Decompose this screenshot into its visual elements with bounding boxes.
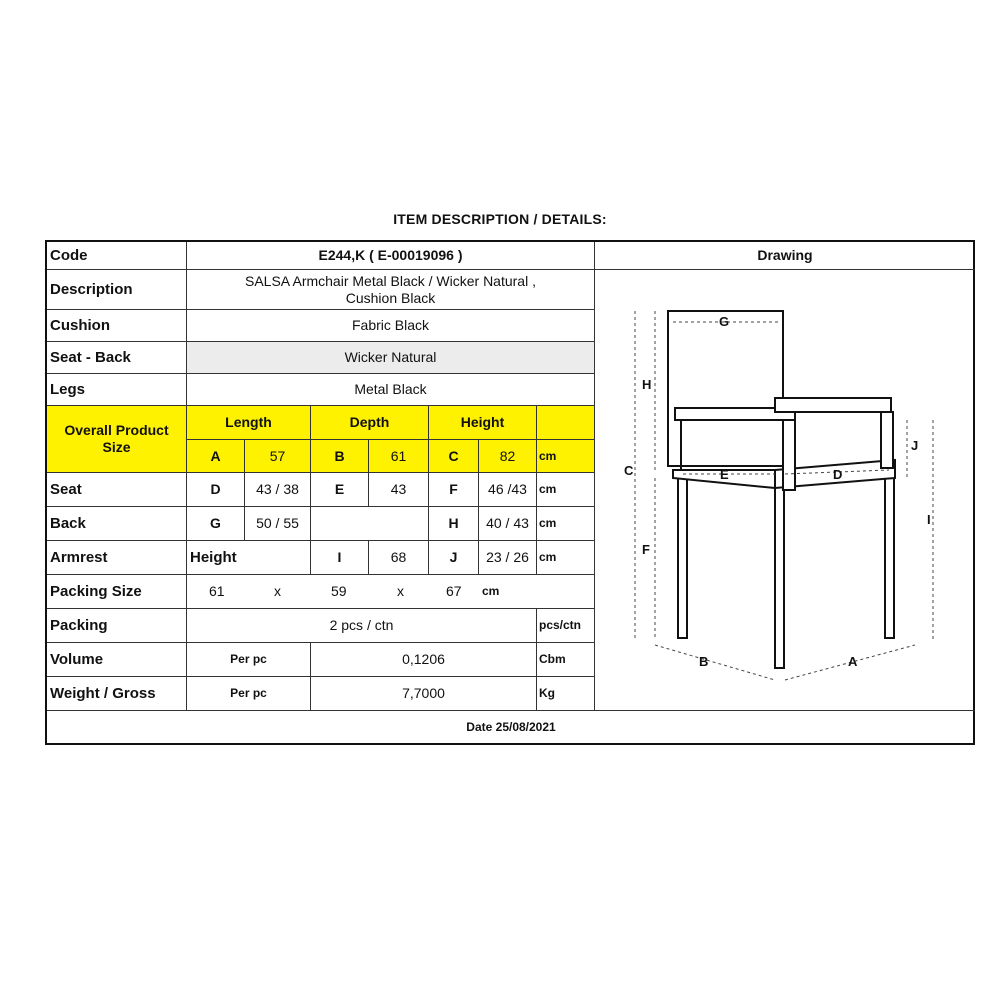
page-title: ITEM DESCRIPTION / DETAILS: — [393, 211, 607, 227]
size-c-value: 82 — [479, 440, 537, 473]
armrest-i-value: 68 — [369, 541, 429, 575]
seat-d-letter: D — [187, 473, 245, 507]
drawing-label-b: B — [699, 653, 709, 669]
drawing-label-c: C — [624, 462, 634, 478]
volume-label: Volume — [47, 643, 187, 677]
seat-unit: cm — [537, 473, 595, 507]
packing-size-width: 59 — [331, 583, 347, 599]
packing-size-x2: x — [397, 583, 404, 599]
description-line-2: Cushion Black — [345, 289, 436, 306]
packing-value: 2 pcs / ctn — [187, 609, 537, 643]
drawing-label-g: G — [719, 313, 730, 329]
seat-d-value: 43 / 38 — [245, 473, 311, 507]
drawing-label-i: I — [927, 511, 931, 527]
size-unit: cm — [537, 440, 595, 473]
seat-label: Seat — [47, 473, 187, 507]
packing-size-label: Packing Size — [47, 575, 187, 609]
depth-header: Depth — [311, 406, 429, 440]
weight-per: Per pc — [187, 677, 311, 711]
packing-size-x1: x — [274, 583, 281, 599]
description-line-1: SALSA Armchair Metal Black / Wicker Natural , — [245, 272, 536, 289]
height-header: Height — [429, 406, 537, 440]
size-header-blank — [537, 406, 595, 440]
back-unit: cm — [537, 507, 595, 541]
volume-unit: Cbm — [537, 643, 595, 677]
seat-f-value: 46 /43 — [479, 473, 537, 507]
description-value — [187, 270, 595, 310]
drawing-label-d: D — [833, 466, 843, 482]
back-label: Back — [47, 507, 187, 541]
legs-value: Metal Black — [187, 374, 595, 406]
volume-value: 0,1206 — [311, 643, 537, 677]
back-g-letter: G — [187, 507, 245, 541]
cushion-value: Fabric Black — [187, 310, 595, 342]
drawing-cell — [595, 270, 975, 711]
back-blank — [311, 507, 429, 541]
seat-e-value: 43 — [369, 473, 429, 507]
size-a-value: 57 — [245, 440, 311, 473]
size-b-letter: B — [311, 440, 369, 473]
weight-unit: Kg — [537, 677, 595, 711]
drawing-label-j: J — [911, 437, 919, 453]
drawing-label-a: A — [848, 653, 858, 669]
drawing-label-f: F — [642, 541, 650, 557]
size-c-letter: C — [429, 440, 479, 473]
armrest-j-value: 23 / 26 — [479, 541, 537, 575]
drawing-label-h: H — [642, 376, 652, 392]
packing-size-length: 61 — [209, 583, 225, 599]
weight-value: 7,7000 — [311, 677, 537, 711]
back-h-letter: H — [429, 507, 479, 541]
seat-back-label: Seat - Back — [47, 342, 187, 374]
drawing-header: Drawing — [595, 242, 975, 270]
armrest-label: Armrest — [47, 541, 187, 575]
spec-sheet — [45, 240, 975, 745]
weight-label: Weight / Gross — [47, 677, 187, 711]
back-g-value: 50 / 55 — [245, 507, 311, 541]
code-value: E244,K ( E-00019096 ) — [187, 242, 595, 270]
back-h-value: 40 / 43 — [479, 507, 537, 541]
size-b-value: 61 — [369, 440, 429, 473]
seat-e-letter: E — [311, 473, 369, 507]
chair-drawing — [595, 270, 975, 711]
cushion-label: Cushion — [47, 310, 187, 342]
description-label: Description — [47, 270, 187, 310]
overall-size-label: Overall Product Size — [47, 406, 187, 473]
size-a-letter: A — [187, 440, 245, 473]
packing-size-value — [187, 575, 595, 609]
drawing-label-e: E — [720, 466, 729, 482]
seat-back-value: Wicker Natural — [187, 342, 595, 374]
packing-unit: pcs/ctn — [537, 609, 595, 643]
packing-label: Packing — [47, 609, 187, 643]
packing-size-height: 67 — [446, 583, 462, 599]
seat-f-letter: F — [429, 473, 479, 507]
legs-label: Legs — [47, 374, 187, 406]
armrest-j-letter: J — [429, 541, 479, 575]
date-footer: Date 25/08/2021 — [466, 719, 556, 734]
armrest-height-label: Height — [187, 541, 311, 575]
armrest-i-letter: I — [311, 541, 369, 575]
packing-size-unit: cm — [482, 584, 500, 598]
code-label: Code — [47, 242, 187, 270]
armrest-unit: cm — [537, 541, 595, 575]
length-header: Length — [187, 406, 311, 440]
volume-per: Per pc — [187, 643, 311, 677]
